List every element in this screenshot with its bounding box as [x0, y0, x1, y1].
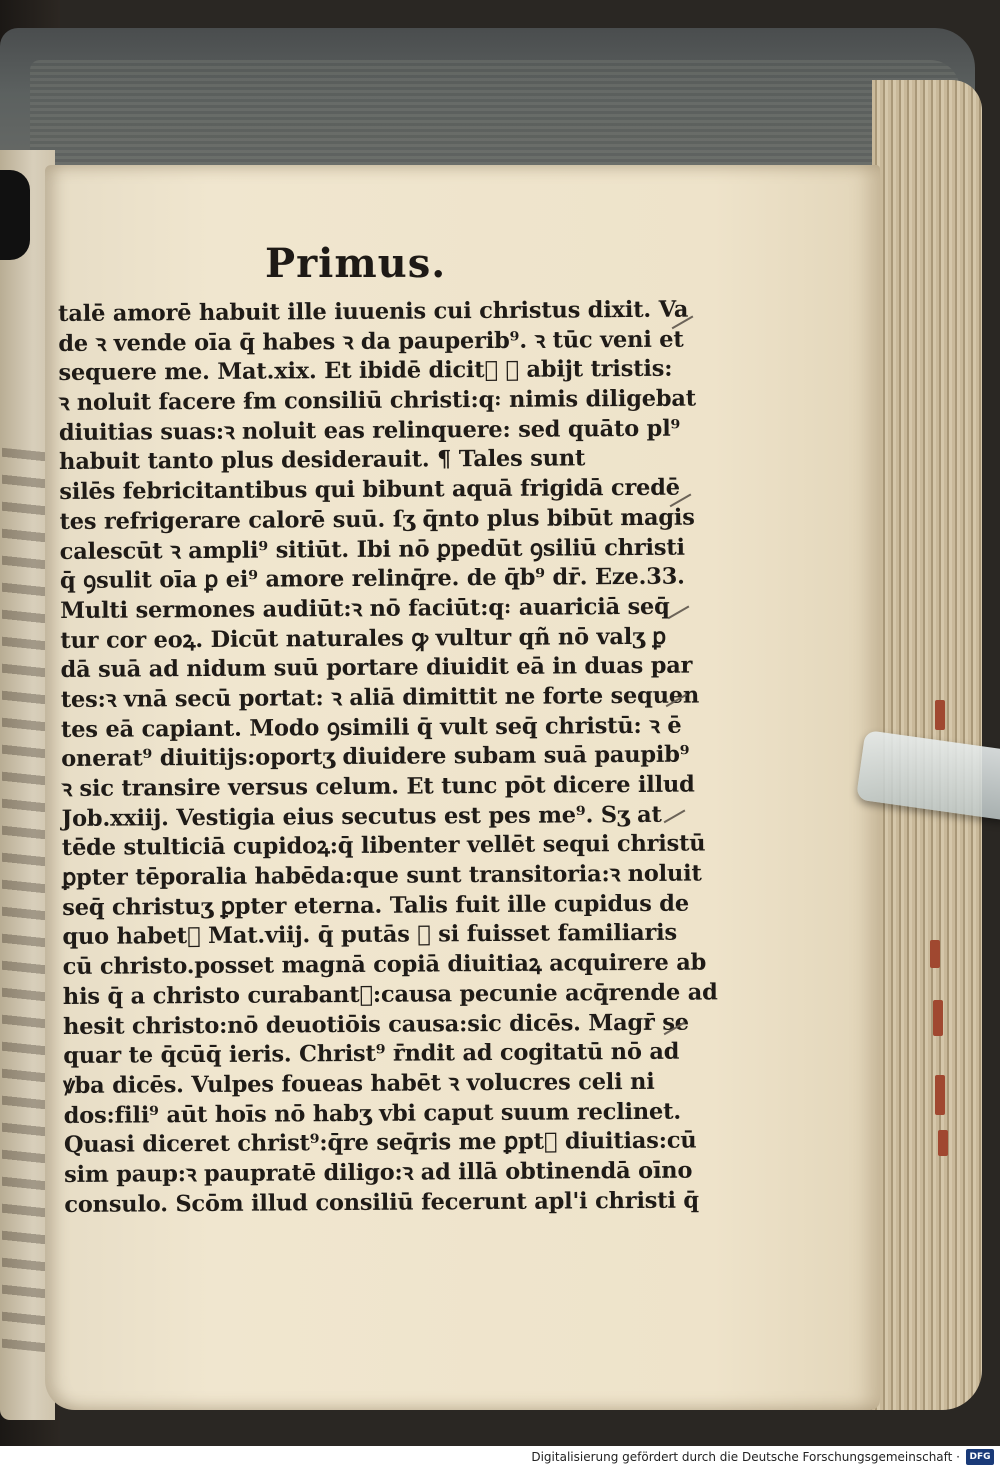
text-line: tes refrigerare calorē suū. ſʒ q̄nto plus bibūt magis: [59, 504, 695, 535]
text-line: cū christo.posset magnā copiā diuitiaꝝ acquirere ab: [62, 949, 707, 981]
text-line: ꝑpter tēporalia habēda:que sunt transitoria:ꝛ noluit: [61, 860, 702, 892]
text-line: hesit christo:nō deuotiōis causa:sic dicēs. Magr̄ se: [62, 1009, 689, 1040]
text-line: tes:ꝛ vnā secū portat: ꝛ aliā dimittit ne forte sequen: [60, 682, 700, 713]
text-line: onerat⁹ diuitijs:oportʒ diuidere subam suā paupib⁹: [61, 741, 690, 773]
text-line: quar te q̄cūq̄ ieris. Christ⁹ r̄ndit ad cogitatū nō ad: [63, 1038, 680, 1070]
page-tab: [938, 1130, 948, 1156]
page-tab: [935, 700, 945, 730]
text-line: tes eā capiant. Modo ꝯsimili q̄ vult seq̄ christū: ꝛ ē: [60, 712, 682, 743]
previous-page-text: [2, 448, 46, 1353]
text-line: tēde stulticiā cupidoꝝ:q̄ libenter vellēt sequi christū: [61, 830, 706, 862]
page-tab: [930, 940, 940, 968]
text-line: ꝟba dicēs. Vulpes foueas habēt ꝛ volucres celi ni: [63, 1068, 655, 1099]
page-heading: Primus.: [265, 240, 447, 287]
text-line: sequere me. Mat.xix. Et ibidē dicit᷑ ꝙ abijt tristis:: [58, 356, 673, 387]
text-line: seq̄ christuʒ ꝑpter eterna. Talis fuit ille cupidus de: [62, 890, 690, 921]
text-line: de ꝛ vende oīa q̄ habes ꝛ da pauperib⁹. ꝛ tūc veni et: [58, 326, 684, 357]
text-line: ꝛ sic transire versus celum. Et tunc pōt dicere illud: [61, 771, 695, 802]
text-line: calescūt ꝛ ampli⁹ sitiūt. Ibi nō ꝑpedūt ꝯsiliū christi: [59, 534, 685, 565]
funding-credit: Digitalisierung gefördert durch die Deutsche Forschungsgemeinschaft ·: [531, 1450, 960, 1464]
text-line: Multi sermones audiūt:ꝛ nō faciūt:q꞉ auariciā seq̄: [60, 593, 670, 624]
page-text: [58, 296, 718, 1221]
footer-bar: [0, 1446, 1000, 1469]
text-line: silēs febricitantibus qui bibunt aquā frigidā credē: [59, 474, 680, 506]
text-line: Job.xxiij. Vestigia eius secutus est pes me⁹. Sʒ at: [61, 801, 662, 832]
text-line: diuitias suas:ꝛ noluit eas relinquere: sed quāto pl⁹: [58, 415, 681, 446]
text-line: dos:fili⁹ aūt hoīs nō habʒ vbi caput suum reclinet.: [63, 1098, 682, 1129]
book-clamp: [0, 170, 30, 260]
text-line: q̄ ꝯsulit oīa ꝑ ei⁹ amore relinq̄re. de q̄b⁹ dr̄. Eze.33.: [59, 563, 685, 595]
text-line: habuit tanto plus desiderauit. ¶ Tales sunt: [59, 445, 586, 476]
book-top-pages: [30, 60, 960, 170]
page-tab: [935, 1075, 945, 1115]
text-line: ꝛ noluit facere ẜm consiliū christi:q꞉ nimis diligebat: [58, 385, 697, 417]
text-line: talē amorē habuit ille iuuenis cui christus dixit. Va: [58, 296, 689, 327]
text-line: Quasi diceret christ⁹:q̄re seq̄ris me ꝑpt᷑ diuitias:cū: [63, 1127, 697, 1159]
text-line: sim paup:ꝛ paupratē diligo:ꝛ ad illā obtinendā oīno: [64, 1157, 693, 1188]
page-tab: [933, 1000, 943, 1036]
text-line: tur cor eoꝝ. Dicūt naturales ꝙ vultur qñ nō valʒ ꝑ: [60, 623, 667, 654]
text-line: dā suā ad nidum suū portare diuidit eā in duas par: [60, 652, 693, 684]
dfg-logo: DFG: [966, 1449, 994, 1465]
text-line: consulo. Scōm illud consiliū fecerunt apl'i christi q̄: [64, 1187, 700, 1218]
text-line: his q̄ a christo curabant᷑:causa pecunie acq̄rende ad: [62, 979, 718, 1010]
text-line: quo habet᷑ Mat.viij. q̄ putās ꝙ si fuisset familiaris: [62, 920, 677, 951]
